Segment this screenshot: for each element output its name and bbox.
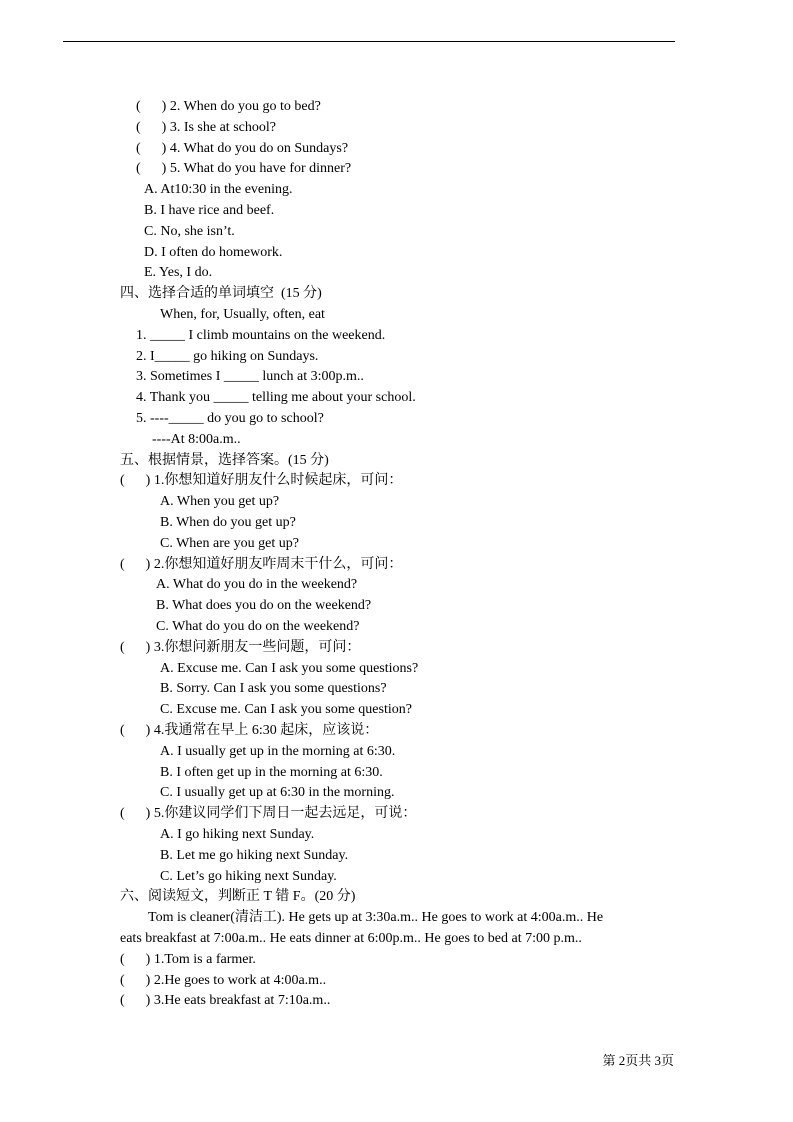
- s5-q3-option-b: B. Sorry. Can I ask you some questions?: [160, 681, 387, 696]
- s4-item-2: 2. I_____ go hiking on Sundays.: [136, 349, 319, 364]
- s5-q1-option-a: A. When you get up?: [160, 494, 280, 509]
- s3-answer-d: D. I often do homework.: [144, 245, 283, 260]
- s4-item-5: 5. ----_____ do you go to school?: [136, 411, 324, 426]
- header-rule: [63, 41, 675, 42]
- s6-item-2: ( ) 2.He goes to work at 4:00a.m..: [120, 973, 327, 988]
- s5-q2-option-b: B. What does you do on the weekend?: [156, 598, 372, 613]
- s5-q5-option-b: B. Let me go hiking next Sunday.: [160, 848, 349, 863]
- s4-item-3: 3. Sometimes I _____ lunch at 3:00p.m..: [136, 369, 364, 384]
- page-number: 第 2页共 3页: [602, 1053, 674, 1068]
- s5-q1-option-b: B. When do you get up?: [160, 515, 296, 530]
- s5-q4-prompt: ( ) 4.我通常在早上 6:30 起床，应该说：: [120, 723, 379, 738]
- s4-item-4: 4. Thank you _____ telling me about your school.: [136, 390, 416, 405]
- s4-reply: ----At 8:00a.m..: [152, 432, 241, 447]
- s6-item-1: ( ) 1.Tom is a farmer.: [120, 952, 256, 967]
- s5-q3-prompt: ( ) 3.你想问新朋友一些问题，可问：: [120, 640, 361, 655]
- s3-answer-b: B. I have rice and beef.: [144, 203, 275, 218]
- s5-q3-option-a: A. Excuse me. Can I ask you some questions?: [160, 661, 419, 676]
- s5-q3-option-c: C. Excuse me. Can I ask you some question?: [160, 702, 412, 717]
- s5-q2-option-a: A. What do you do in the weekend?: [156, 577, 358, 592]
- s5-q1-prompt: ( ) 1.你想知道好朋友什么时候起床，可问：: [120, 473, 403, 488]
- s5-q2-option-c: C. What do you do on the weekend?: [156, 619, 360, 634]
- s5-q4-option-c: C. I usually get up at 6:30 in the morning.: [160, 785, 395, 800]
- s5-q5-prompt: ( ) 5.你建议同学们下周日一起去远足，可说：: [120, 806, 417, 821]
- s3-question-2: ( ) 2. When do you go to bed?: [136, 99, 321, 114]
- s3-question-3: ( ) 3. Is she at school?: [136, 120, 276, 135]
- s5-q1-option-c: C. When are you get up?: [160, 536, 299, 551]
- s5-q5-option-a: A. I go hiking next Sunday.: [160, 827, 315, 842]
- s5-heading: 五、根据情景，选择答案。(15 分): [120, 453, 329, 468]
- s4-heading: 四、选择合适的单词填空 (15 分): [120, 286, 322, 301]
- s3-answer-a: A. At10:30 in the evening.: [144, 182, 293, 197]
- s3-question-4: ( ) 4. What do you do on Sundays?: [136, 141, 349, 156]
- s5-q2-prompt: ( ) 2.你想知道好朋友咋周末干什么，可问：: [120, 557, 403, 572]
- s3-answer-c: C. No, she isn’t.: [144, 224, 235, 239]
- s4-item-1: 1. _____ I climb mountains on the weekend.: [136, 328, 386, 343]
- s6-passage-line-1: Tom is cleaner(清洁工). He gets up at 3:30a.m.. He goes to work at 4:00a.m.. He: [148, 910, 604, 925]
- s5-q5-option-c: C. Let’s go hiking next Sunday.: [160, 869, 337, 884]
- s3-question-5: ( ) 5. What do you have for dinner?: [136, 161, 352, 176]
- s6-passage-line-2: eats breakfast at 7:00a.m.. He eats dinner at 6:00p.m.. He goes to bed at 7:00 p.m..: [120, 931, 582, 946]
- s4-word-bank: When, for, Usually, often, eat: [160, 307, 325, 322]
- s5-q4-option-b: B. I often get up in the morning at 6:30.: [160, 765, 383, 780]
- s3-answer-e: E. Yes, I do.: [144, 265, 213, 280]
- s5-q4-option-a: A. I usually get up in the morning at 6:30.: [160, 744, 396, 759]
- s6-item-3: ( ) 3.He eats breakfast at 7:10a.m..: [120, 993, 331, 1008]
- s6-heading: 六、阅读短文，判断正 T 错 F。(20 分): [120, 889, 356, 904]
